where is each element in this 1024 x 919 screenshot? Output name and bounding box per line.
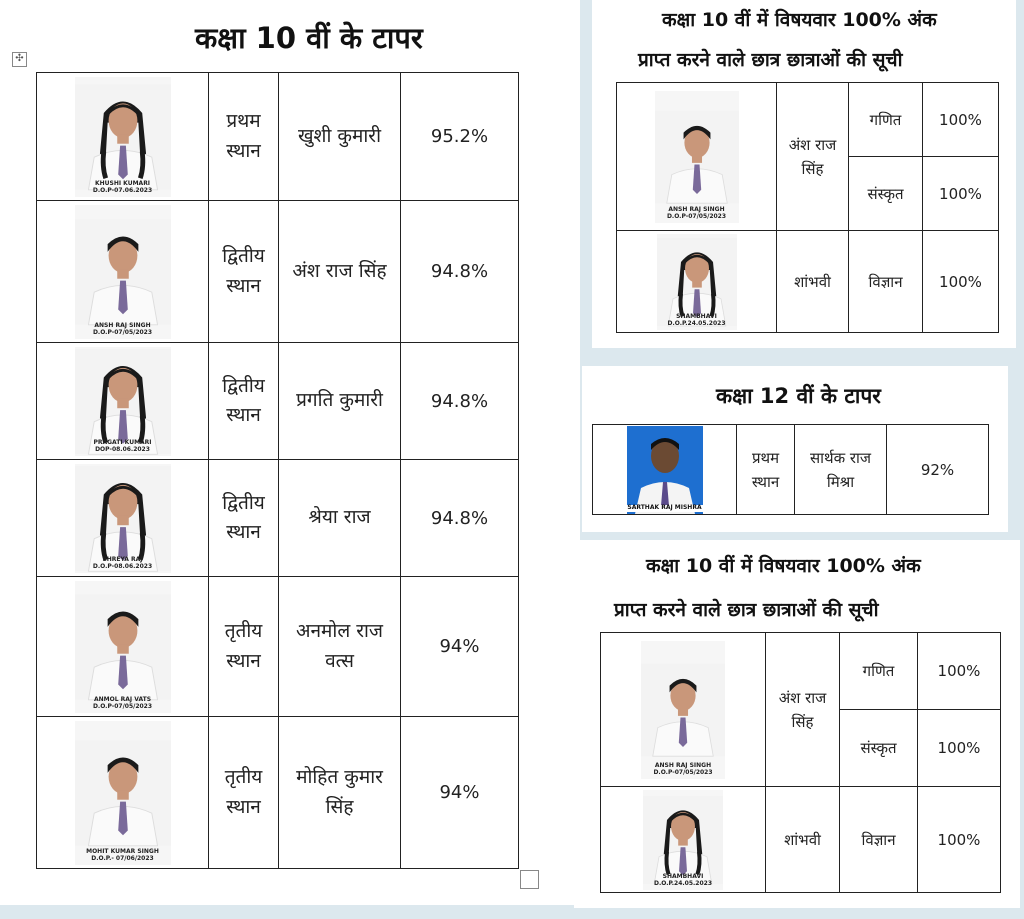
subject-cell	[840, 633, 918, 710]
rank-label-2: स्थान	[226, 404, 261, 426]
subject-score: 100%	[937, 830, 981, 849]
name-cell	[766, 787, 840, 893]
subject-score: 100%	[937, 739, 981, 757]
rank-label-2: स्थान	[751, 472, 780, 491]
rank-label: प्रथम	[226, 110, 261, 133]
subject-score: 100%	[937, 662, 981, 680]
student-photo	[75, 581, 171, 713]
student-name: मोहित कुमार सिंह	[296, 766, 383, 818]
name-cell	[795, 425, 887, 515]
student-name: अंश राज सिंह	[292, 259, 387, 282]
student-photo	[75, 464, 171, 573]
class12-title: कक्षा 12 वीं के टापर	[716, 384, 881, 408]
subject-cell	[849, 231, 923, 333]
rank-cell	[209, 201, 279, 343]
photo-caption	[657, 314, 737, 328]
name-cell	[279, 717, 401, 869]
subject-title-line1: कक्षा 10 वीं में विषयवार 100% अंक	[662, 9, 937, 31]
subject-cell	[840, 710, 918, 787]
table-move-handle[interactable]: ✣	[12, 52, 27, 67]
photo-caption-date: D.O.P.- 07/06/2023	[91, 854, 154, 862]
rank-label: तृतीय	[224, 766, 263, 789]
student-name: शांभवी	[784, 830, 821, 849]
student-photo	[657, 234, 737, 330]
subject-toppers-panel-top	[592, 0, 1016, 348]
photo-caption-date: D.O.P-07.06.2023	[92, 186, 153, 194]
photo-caption-name: PRAGATI KUMARI	[93, 438, 152, 446]
subject-name: गणित	[869, 110, 902, 129]
photo-caption-name: MOHIT KUMAR SINGH	[86, 847, 159, 855]
rank-cell	[209, 73, 279, 201]
name-cell	[279, 577, 401, 717]
photo-cell	[37, 577, 209, 717]
table-row	[37, 577, 519, 717]
subject-name: गणित	[862, 662, 895, 680]
rank-label-2: स्थान	[226, 521, 261, 543]
photo-caption-date: D.O.P-07/05/2023	[92, 328, 153, 336]
table-resize-handle[interactable]	[520, 870, 539, 889]
photo-caption-date: D.O.P-07/05/2023	[92, 702, 153, 710]
student-name: शांभवी	[794, 272, 831, 291]
photo-caption	[75, 181, 171, 195]
photo-caption-name: SHAMBHAVI	[662, 872, 704, 880]
score-cell	[918, 787, 1001, 893]
rank-label: द्वितीय	[222, 374, 265, 397]
score-cell	[923, 157, 999, 231]
student-photo	[643, 790, 723, 890]
photo-caption	[75, 849, 171, 863]
student-photo	[75, 721, 171, 865]
photo-caption-name: ANMOL RAJ VATS	[93, 695, 152, 703]
photo-caption-date: D.O.P.24.05.2023	[667, 319, 726, 327]
photo-caption	[75, 697, 171, 711]
subject-title-line2: प्राप्त करने वाले छात्र छात्राओं की सूची	[638, 49, 903, 71]
photo-caption	[641, 763, 725, 777]
photo-caption-date: D.O.P-08.06.2023	[92, 562, 153, 570]
rank-cell	[209, 460, 279, 577]
student-percent: 94.8%	[430, 261, 489, 282]
photo-caption-name: ANSH RAJ SINGH	[94, 321, 151, 329]
photo-caption-date: D.O.P-07/05/2023	[653, 768, 713, 776]
subject-title-line1: कक्षा 10 वीं में विषयवार 100% अंक	[646, 555, 921, 577]
student-name: अनमोल राज वत्स	[295, 620, 384, 672]
student-photo	[641, 641, 725, 779]
percent-cell	[401, 201, 519, 343]
name-cell	[766, 633, 840, 787]
student-photo	[75, 77, 171, 197]
photo-cell	[37, 717, 209, 869]
score-cell	[923, 231, 999, 333]
subject-score: 100%	[939, 184, 982, 203]
rank-label-2: स्थान	[226, 139, 261, 162]
subject-score: 100%	[939, 272, 982, 291]
photo-caption-name: KHUSHI KUMARI	[94, 179, 151, 187]
percent-cell	[401, 73, 519, 201]
name-cell	[279, 460, 401, 577]
score-cell	[923, 83, 999, 157]
subject-cell	[849, 157, 923, 231]
table-row	[617, 231, 999, 333]
percent-cell	[401, 460, 519, 577]
score-cell	[918, 633, 1001, 710]
photo-caption	[75, 323, 171, 337]
photo-caption-name: ANSH RAJ SINGH	[654, 761, 712, 769]
rank-label-2: स्थान	[226, 649, 261, 672]
student-percent: 94%	[439, 782, 480, 803]
rank-label: प्रथम	[751, 448, 780, 467]
student-name: प्रगति कुमारी	[296, 389, 383, 412]
table-row	[37, 73, 519, 201]
photo-caption-name: SHAMBHAVI	[676, 312, 717, 320]
student-name: अंश राज सिंह	[778, 688, 827, 731]
subject-cell	[840, 787, 918, 893]
subject-name: संस्कृत	[860, 739, 897, 757]
class12-table	[592, 424, 989, 515]
name-cell	[777, 83, 849, 231]
subject-name: संस्कृत	[867, 184, 904, 203]
page-title: कक्षा 10 वीं के टापर	[195, 21, 423, 55]
student-percent: 95.2%	[430, 126, 489, 147]
table-row	[37, 343, 519, 460]
student-photo	[75, 347, 171, 456]
photo-cell	[37, 201, 209, 343]
photo-cell	[37, 460, 209, 577]
photo-caption-date: D.O.P-07/05/2023	[666, 212, 727, 220]
toppers-table	[36, 72, 519, 869]
photo-caption	[655, 207, 739, 221]
name-cell	[279, 343, 401, 460]
rank-label: द्वितीय	[222, 491, 265, 514]
subject-toppers-panel-bottom	[574, 540, 1020, 908]
photo-cell	[37, 343, 209, 460]
subject-name: विज्ञान	[868, 272, 903, 291]
subject-name: विज्ञान	[861, 830, 896, 849]
percent-cell	[887, 425, 989, 515]
rank-cell	[209, 717, 279, 869]
table-row	[593, 425, 989, 515]
student-name: अंश राज सिंह	[788, 135, 837, 178]
photo-caption-name: ANSH RAJ SINGH	[668, 205, 725, 213]
photo-cell	[617, 83, 777, 231]
student-name: सार्थक राज मिश्रा	[809, 448, 872, 491]
rank-label: द्वितीय	[222, 245, 265, 268]
photo-caption	[643, 874, 723, 888]
table-row	[37, 201, 519, 343]
photo-cell	[617, 231, 777, 333]
subject-title-line2: प्राप्त करने वाले छात्र छात्राओं की सूची	[614, 599, 879, 621]
rank-cell	[209, 577, 279, 717]
photo-caption: SARTHAK RAJ MISHRA	[627, 503, 702, 511]
student-photo	[655, 91, 739, 223]
name-cell	[279, 73, 401, 201]
rank-cell	[737, 425, 795, 515]
student-name: खुशी कुमारी	[298, 124, 381, 147]
score-cell	[918, 710, 1001, 787]
rank-label-2: स्थान	[226, 274, 261, 297]
student-percent: 94.8%	[430, 390, 489, 412]
table-row	[601, 633, 1001, 710]
class12-toppers-panel	[582, 366, 1008, 532]
table-row	[617, 83, 999, 157]
photo-cell	[601, 633, 766, 787]
student-photo	[627, 426, 703, 514]
subject-cell	[849, 83, 923, 157]
subject-score: 100%	[939, 110, 982, 129]
photo-cell	[593, 425, 737, 515]
student-percent: 92%	[920, 460, 955, 479]
student-name: श्रेया राज	[308, 506, 371, 529]
rank-label: तृतीय	[224, 620, 263, 643]
percent-cell	[401, 343, 519, 460]
photo-caption	[75, 440, 171, 454]
table-row	[37, 460, 519, 577]
rank-cell	[209, 343, 279, 460]
name-cell	[279, 201, 401, 343]
percent-cell	[401, 717, 519, 869]
subject-table-bottom	[600, 632, 1001, 893]
photo-caption	[75, 557, 171, 571]
student-percent: 94%	[439, 636, 480, 657]
photo-cell	[37, 73, 209, 201]
table-row	[601, 787, 1001, 893]
subject-table-top	[616, 82, 999, 333]
rank-label-2: स्थान	[226, 795, 261, 818]
name-cell	[777, 231, 849, 333]
photo-caption-name: SHREYA RAJ	[102, 555, 143, 563]
photo-caption-date: D.O.P.24.05.2023	[653, 879, 713, 887]
table-row	[37, 717, 519, 869]
percent-cell	[401, 577, 519, 717]
student-percent: 94.8%	[430, 507, 489, 529]
student-photo	[75, 205, 171, 339]
photo-caption-date: DOP-08.06.2023	[95, 445, 150, 453]
photo-cell	[601, 787, 766, 893]
